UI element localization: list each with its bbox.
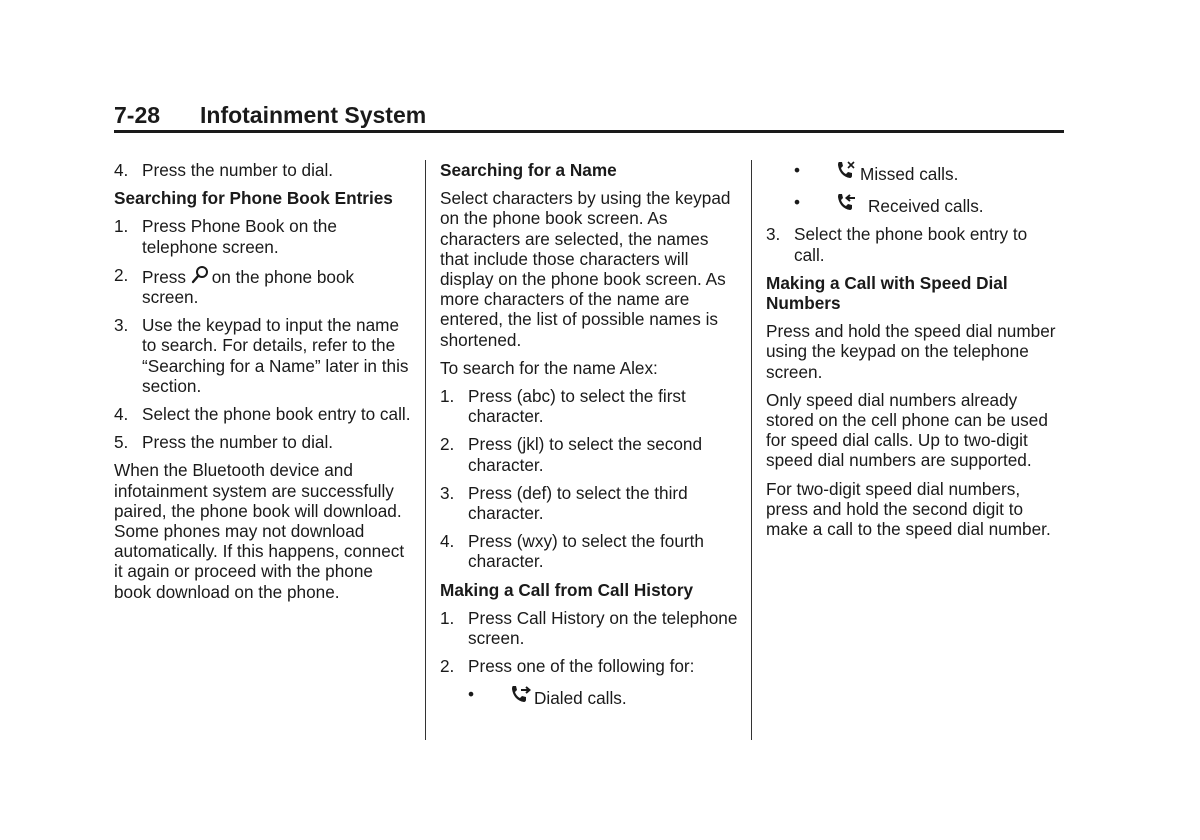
list-number: 5.	[114, 432, 129, 453]
list-text: Press Phone Book on the telephone screen.	[142, 216, 337, 257]
page-number: 7-28	[114, 102, 161, 128]
bullet-item-received	[766, 192, 1056, 216]
bullet-dot: •	[468, 684, 475, 705]
heading-searching-name: Searching for a Name	[440, 160, 617, 180]
list-item	[114, 265, 414, 307]
list-item	[440, 483, 740, 523]
column-2	[440, 160, 740, 717]
list-text: Press the number to dial.	[142, 432, 334, 453]
list-item	[766, 224, 1056, 264]
list-item	[114, 432, 414, 452]
bullet-text: Received calls.	[868, 196, 984, 217]
list-number: 2.	[114, 264, 129, 285]
heading-speed-dial: Making a Call with Speed Dial Numbers	[766, 272, 1008, 314]
speed-dial-paragraph-1: Press and hold the speed dial number using the keypad on the telephone screen.	[766, 321, 1056, 382]
bullet-text: Dialed calls.	[534, 688, 627, 709]
list-item	[440, 608, 740, 648]
select-characters-paragraph: Select characters by using the keypad on the phone book screen. As characters are selected, the names that include those characters will display on the phone book screen. As more characters of the name are entered, the list of possible names is shortened.	[440, 188, 731, 350]
speed-dial-paragraph-3: For two-digit speed dial numbers, press and hold the second digit to make a call to the speed dial number.	[766, 478, 1051, 540]
list-text: Press (abc) to select the first character.	[468, 386, 686, 427]
list-number: 4.	[114, 404, 129, 425]
list-text: Select the phone book entry to call.	[142, 404, 411, 425]
bullet-text: Missed calls.	[860, 164, 959, 184]
list-item	[440, 656, 740, 676]
heading-phone-book-search: Searching for Phone Book Entries	[114, 188, 393, 209]
list-number: 1.	[440, 386, 455, 407]
list-number: 1.	[440, 607, 455, 628]
column-1	[114, 160, 414, 610]
list-number: 1.	[114, 216, 129, 237]
bluetooth-paragraph: When the Bluetooth device and infotainment system are successfully paired, the phone book will download. Some phones may not download automatically. If this happens, connect it again or proceed with the phone book download on the phone.	[114, 460, 405, 602]
list-text: Press (def) to select the third character.	[468, 482, 688, 524]
column-3	[766, 160, 1056, 547]
list-number: 4.	[114, 160, 129, 180]
received-calls-icon	[835, 192, 857, 214]
list-text: Press (wxy) to select the fourth character.	[468, 531, 704, 572]
list-number: 2.	[440, 434, 455, 455]
bullet-item-missed	[766, 160, 1056, 184]
list-text: Press the number to dial.	[142, 160, 334, 180]
section-title: Infotainment System	[200, 102, 427, 128]
alex-intro: To search for the name Alex:	[440, 357, 658, 378]
search-icon	[191, 265, 209, 285]
list-text: Use the keypad to input the name to search. For details, refer to the “Searching for a Name” later in this section.	[142, 315, 409, 396]
bullet-item-dialed	[440, 684, 740, 708]
list-item	[440, 386, 740, 426]
list-text: Select the phone book entry to call.	[794, 224, 1028, 265]
list-text: Press (jkl) to select the second character.	[468, 434, 703, 475]
list-item	[114, 404, 414, 424]
list-item	[440, 531, 740, 571]
list-text: on the phone book screen.	[142, 266, 355, 308]
list-text: Press Call History on the telephone screen.	[468, 607, 738, 649]
heading-call-history: Making a Call from Call History	[440, 579, 694, 600]
missed-calls-icon	[835, 160, 857, 182]
list-item	[114, 160, 414, 180]
list-item	[440, 434, 740, 474]
dialed-calls-icon	[509, 684, 531, 706]
list-text: Press one of the following for:	[468, 656, 695, 677]
speed-dial-paragraph-2: Only speed dial numbers already stored on the cell phone can be used for speed dial calls. Up to two-digit speed dial numbers are supported.	[766, 389, 1048, 471]
bullet-dot: •	[794, 160, 801, 180]
bullet-dot: •	[794, 192, 801, 213]
list-number: 2.	[440, 656, 455, 677]
column-divider	[751, 160, 752, 740]
list-item	[114, 216, 414, 256]
list-number: 3.	[114, 315, 129, 336]
page-header	[114, 100, 1064, 133]
list-number: 3.	[766, 224, 781, 245]
list-text: Press	[142, 266, 186, 287]
list-item	[114, 315, 414, 396]
column-divider	[425, 160, 426, 740]
list-number: 4.	[440, 531, 455, 552]
list-number: 3.	[440, 482, 455, 503]
